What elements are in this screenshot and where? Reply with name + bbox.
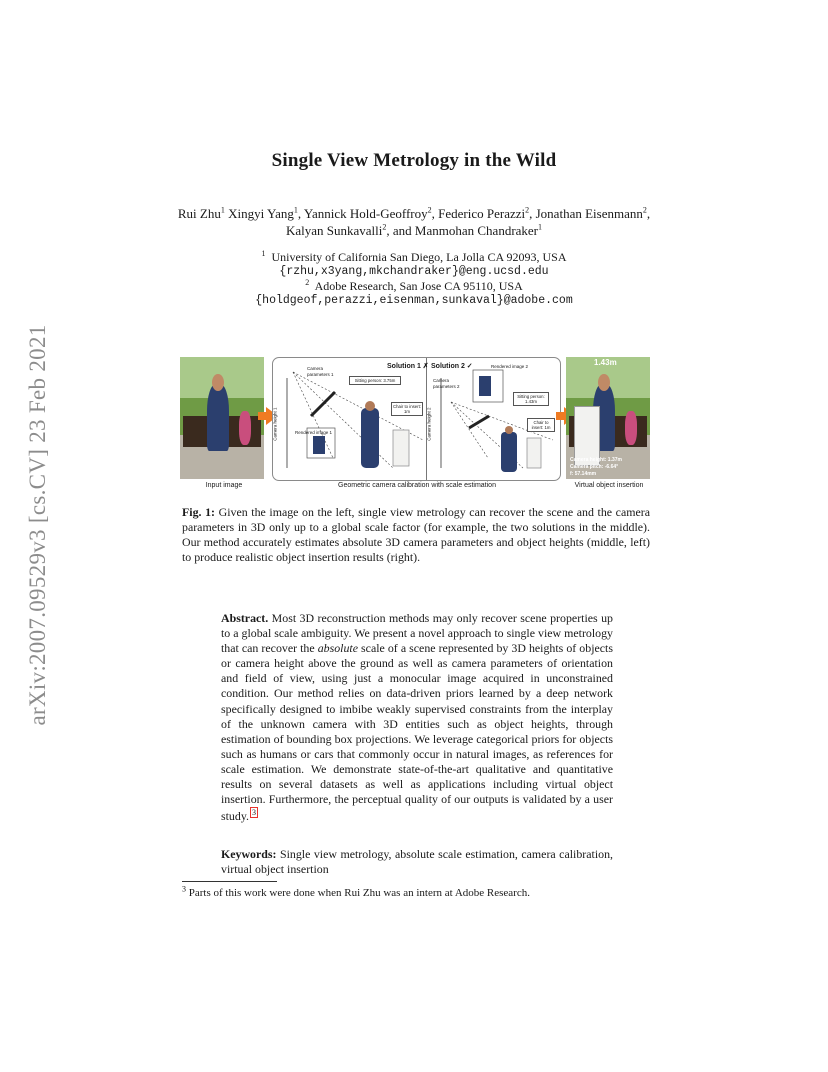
calibration-panel — [272, 357, 561, 481]
affiliation-2 — [0, 279, 828, 294]
footnote-rule — [182, 881, 277, 882]
keywords — [221, 847, 613, 877]
affiliation-text: University of California San Diego, La Jolla CA 92093, USA — [271, 250, 567, 264]
footnote — [182, 886, 530, 900]
author-affil-mark: 1 — [220, 205, 225, 215]
author-name: and Manmohan Chandraker — [392, 223, 539, 238]
abstract-emphasis: absolute — [317, 641, 358, 656]
abstract — [221, 611, 613, 824]
affiliation-mark: 2 — [305, 278, 310, 287]
chair-2-box: Chair to insert: 1m — [527, 418, 555, 432]
arxiv-stamp — [18, 290, 58, 760]
author-affil-mark: 1 — [293, 205, 298, 215]
caption-calibration: Geometric camera calibration with scale estimation — [338, 482, 496, 489]
footnote-text: Parts of this work were done when Rui Zhu was an intern at Adobe Research. — [186, 887, 530, 899]
arxiv-stamp-text: arXiv:2007.09529v3 [cs.CV] 23 Feb 2021 — [25, 324, 50, 726]
sitting-person-1-box: Sitting person: 3.75m — [349, 376, 401, 385]
affiliation-1-email: {rzhu,x3yang,mkchandraker}@eng.ucsd.edu — [279, 264, 549, 278]
abstract-text: scale of a scene represented by 3D heights of objects or camera height above the ground as well as camera parameters of orientation and field of view, using just a monocular image acquired in unconstrained condition. Our method relies on data-driven priors learned by a deep network specifically designed to imbibe weakly supervised constraints from the interplay of the unknown camera with 3D entities such as object heights, through estimation of bounding box projections. We leverage categorical priors for objects such as humans or cars that commonly occur in natural images, as references for scale estimation. We demonstrate state-of-the-art qualitative and quantitative results on several datasets as well as applications including virtual object insertion. Furthermore, the perceptual quality of our outputs is validated by a user study. — [221, 641, 613, 824]
author-affil-mark: 1 — [538, 222, 543, 232]
abstract-text: Most 3D reconstruction methods may only recover scene properties up to a global scale ambiguity. We present a novel approach to single view metrology that can recover the — [221, 611, 613, 656]
author-affil-mark: 2 — [427, 205, 432, 215]
abstract-label: Abstract. — [221, 611, 269, 625]
camera-params-2-label: Camera parameters 2 — [433, 378, 460, 389]
affiliation-1 — [0, 250, 828, 265]
input-image — [180, 357, 264, 479]
paper-title: Single View Metrology in the Wild — [271, 150, 557, 171]
camera-params-1-label: Camera parameters 1 — [307, 366, 334, 377]
output-image — [566, 357, 650, 479]
caption-insertion: Virtual object insertion — [574, 482, 644, 489]
solution-1-title: Solution 1 ✗ — [387, 363, 429, 370]
author-name: Eisenmann — [585, 206, 643, 221]
author-affil-mark: 2 — [382, 222, 387, 232]
sitting-person-2-box: Sitting person: 1.43m — [513, 392, 549, 406]
keywords-text: Single view metrology, absolute scale estimation, camera calibration, virtual object insertion — [221, 847, 613, 877]
caption-input-image: Input image — [205, 482, 243, 489]
overlay-height-top: 1.43m — [594, 358, 617, 367]
author-name: Rui Zhu — [177, 206, 221, 221]
figure-caption — [182, 505, 650, 565]
overlay-focal: f: 57.14mm — [570, 471, 597, 477]
camera-height-1-label: Camera height 1 — [272, 407, 278, 441]
figure-1 — [180, 355, 650, 495]
affiliation-2-email: {holdgeof,perazzi,eisenman,sunkaval}@adobe.com — [255, 293, 573, 307]
affiliation-mark: 1 — [261, 249, 266, 258]
author-affil-mark: 2 — [525, 205, 530, 215]
rendered-2-label: Rendered image 2 — [491, 364, 529, 369]
overlay-camera-pitch: Camera pitch: -6.64° — [570, 464, 619, 470]
author-list: Rui Zhu$^1$ Xingyi Yang$^1$, Yannick Hold-Geoffroy$^2$, Federico Perazzi$^2$, Jonathan Eisenmann$^2$, Kalyan Sunkavalli$^2$, and Manmohan Chandraker$^1$ — [177, 205, 651, 238]
keywords-label: Keywords: — [221, 847, 277, 861]
chair-1-box: Chair to insert: 1m — [391, 402, 423, 416]
author-name: Federico Perazzi — [438, 206, 526, 221]
overlay-camera-height: Camera height: 1.37m — [570, 457, 622, 463]
footnote-mark: 3 — [182, 884, 186, 894]
author-name: Kalyan Sunkavalli — [285, 223, 383, 238]
affiliations — [0, 250, 828, 308]
figure-caption-text: Given the image on the left, single view metrology can recover the scene and the camera parameters in 3D only up to a global scale factor (for example, the two solutions in the middle). Our method accurately estimates absolute 3D camera parameters and object heights (middle, left) to produce realistic object insertion results (right). — [182, 505, 650, 565]
rendered-1-label: Rendered image 1 — [295, 430, 333, 435]
author-affil-mark: 2 — [642, 205, 647, 215]
author-name: Jonathan — [535, 206, 582, 221]
author-name: Xingyi Yang — [228, 206, 294, 221]
footnote-link[interactable]: 3 — [251, 808, 256, 818]
figure-label: Fig. 1: — [182, 505, 215, 519]
camera-height-2-label: Camera height 2 — [426, 407, 432, 441]
author-name: Yannick Hold-Geoffroy — [303, 206, 428, 221]
solution-2-title: Solution 2 ✓ — [431, 363, 473, 370]
affiliation-text: Adobe Research, San Jose CA 95110, USA — [314, 279, 523, 293]
